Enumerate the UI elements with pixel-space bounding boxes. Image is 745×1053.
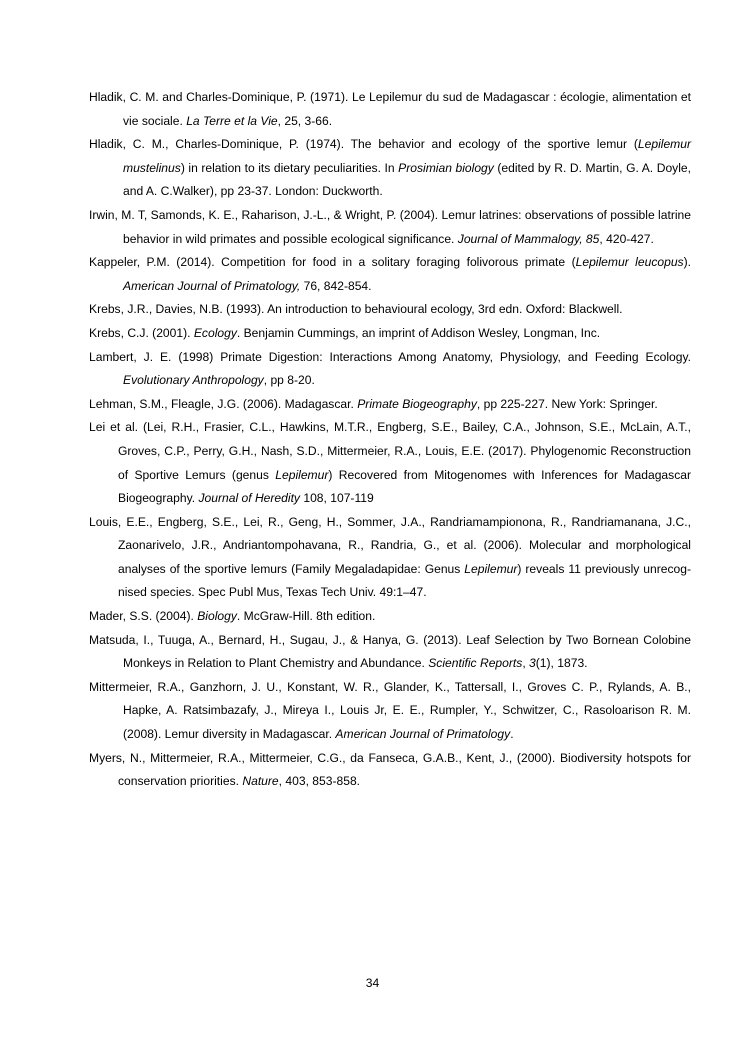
reference-italic-text: Evolutionary Anthropology [123,373,264,388]
reference-text: ). [683,255,691,270]
reference-text: . [510,727,514,742]
reference-entry-kappeler-2014 [89,251,691,298]
reference-italic-text: Journal of Heredity [198,491,300,506]
reference-text: Lehman, S.M., Fleagle, J.G. (2006). Madagascar. [89,396,358,411]
reference-entry-myers-2000 [89,747,691,794]
reference-text: Mader, S.S. (2004). [89,609,198,624]
reference-text: Hladik, C. M. and Charles-Dominique, P. (1971). Le Lepilemur du sud de Madagascar : écologie, alimentation et vie sociale. [89,90,691,128]
reference-text: ) Recovered from Mitogenomes with Inferences for Madagascar Biogeography. [118,467,691,506]
reference-text: ) reveals 11 previously unrecog- nised species. Spec Publ Mus, Texas Tech Univ. 49:1–47. [118,561,691,600]
page-number: 34 [365,976,380,990]
reference-text: 108, 107-119 [299,491,374,506]
reference-text: . McGraw-Hill. 8th edition. [236,609,376,624]
reference-text: Matsuda, I., Tuuga, A., Bernard, H., Sugau, J., & Hanya, G. (2013). Leaf Selection by Two Bornean Colobine Monkeys in Relation to Plant Chemistry and Abundance. [89,632,691,671]
reference-entry-hladik-1974 [89,133,691,204]
reference-italic-text: Lepilemur leucopus [575,255,684,270]
reference-text: Hladik, C. M., Charles-Dominique, P. (1974). The behavior and ecology of the sportive lemur ( [89,137,638,152]
reference-entry-mader-2004 [89,605,691,629]
reference-text: Mittermeier, R.A., Ganzhorn, J. U., Konstant, W. R., Glander, K., Tattersall, I., Groves C. P., Rylands, A. B., Hapke, A. Ratsimbazafy, J., Mireya I., Louis Jr, E. E., Rumpler, Y., Schwitzer, C., Rasoloarison R. M. (2008). Lemur diversity in Madagascar. [89,679,691,742]
reference-text: Krebs, C.J. (2001). [89,325,194,340]
reference-italic-text: Lepilemur [275,467,329,482]
reference-text: , 25, 3-66. [277,113,333,128]
reference-text: 76, 842-854. [300,278,372,293]
reference-text: , pp 8-20. [263,373,315,388]
reference-text: Lei et al. (Lei, R.H., Frasier, C.L., Hawkins, M.T.R., Engberg, S.E., Bailey, C.A., Johnson, S.E., McLain, A.T., Groves, C.P., Perry, G.H., Nash, S.D., Mittermeier, R.A., Louis, E.E. (2017). Phylogenomic Reconstruction of Sportive Lemurs (genus [89,420,691,482]
reference-italic-text: Nature [242,774,279,789]
reference-text: ) in relation to its dietary peculiarities. In [180,160,399,175]
reference-entry-krebs-2001 [89,322,691,346]
reference-italic-text: Journal of Mammalogy, 85 [457,231,600,246]
reference-italic-text: Scientific Reports [428,656,523,671]
reference-italic-text: American Journal of Primatology [335,727,511,742]
reference-list [89,86,691,794]
reference-text: Myers, N., Mittermeier, R.A., Mittermeier, C.G., da Fanseca, G.A.B., Kent, J., (2000). Biodiversity hotspots for conservation priorities. [89,750,691,789]
reference-text: Louis, E.E., Engberg, S.E., Lei, R., Geng, H., Sommer, J.A., Randriamampionona, R., Randriamanana, J.C., Zaonarivelo, J.R., Andriantompohavana, R., Randria, G., et al. (2006). Molecular and morphological analyses of the sportive lemurs (Family Megaladapidae: Genus [89,514,691,576]
reference-text: (edited by R. D. Martin, G. A. Doyle, and A. C.Walker), pp 23-37. London: Duckworth. [123,160,691,199]
reference-entry-irwin-2004 [89,204,691,251]
reference-entry-mittermeier-2008 [89,676,691,747]
reference-italic-text: La Terre et la Vie [186,113,278,128]
reference-italic-text: Lepilemur mustelinus [123,137,691,175]
reference-entry-lambert-1998 [89,346,691,393]
reference-text: Irwin, M. T, Samonds, K. E., Raharison, J.-L., & Wright, P. (2004). Lemur latrines: observations of possible latrine behavior in wild primates and possible ecological significance. [89,207,691,246]
reference-text: , 403, 853-858. [278,774,361,789]
reference-text: , 420-427. [599,231,654,246]
reference-text: (1), 1873. [535,656,588,671]
reference-text: Lambert, J. E. (1998) Primate Digestion: Interactions Among Anatomy, Physiology, and Feeding Ecology. [89,349,691,364]
reference-italic-text: Biology [197,609,237,624]
reference-italic-text: Prosimian biology [398,160,494,175]
reference-text: , pp 225-227. New York: Springer. [476,396,658,411]
reference-italic-text: Lepilemur [464,561,518,576]
reference-entry-lei-2017 [89,416,691,510]
reference-entry-matsuda-2013 [89,629,691,676]
reference-entry-hladik-1971 [89,86,691,133]
reference-entry-louis-2006 [89,511,691,605]
reference-entry-lehman-2006 [89,393,691,417]
reference-text: , [522,656,530,671]
reference-entry-krebs-1993 [89,298,691,322]
reference-italic-text: Primate Biogeography [357,396,477,411]
reference-italic-text: Ecology [193,325,237,340]
reference-text: Krebs, J.R., Davies, N.B. (1993). An introduction to behavioural ecology, 3rd edn. Oxford: Blackwell. [89,302,623,317]
reference-italic-text: 3 [529,656,536,671]
reference-text: Kappeler, P.M. (2014). Competition for food in a solitary foraging folivorous primate ( [89,255,576,270]
reference-text: . Benjamin Cummings, an imprint of Addison Wesley, Longman, Inc. [236,325,601,340]
reference-italic-text: American Journal of Primatology, [123,278,301,293]
